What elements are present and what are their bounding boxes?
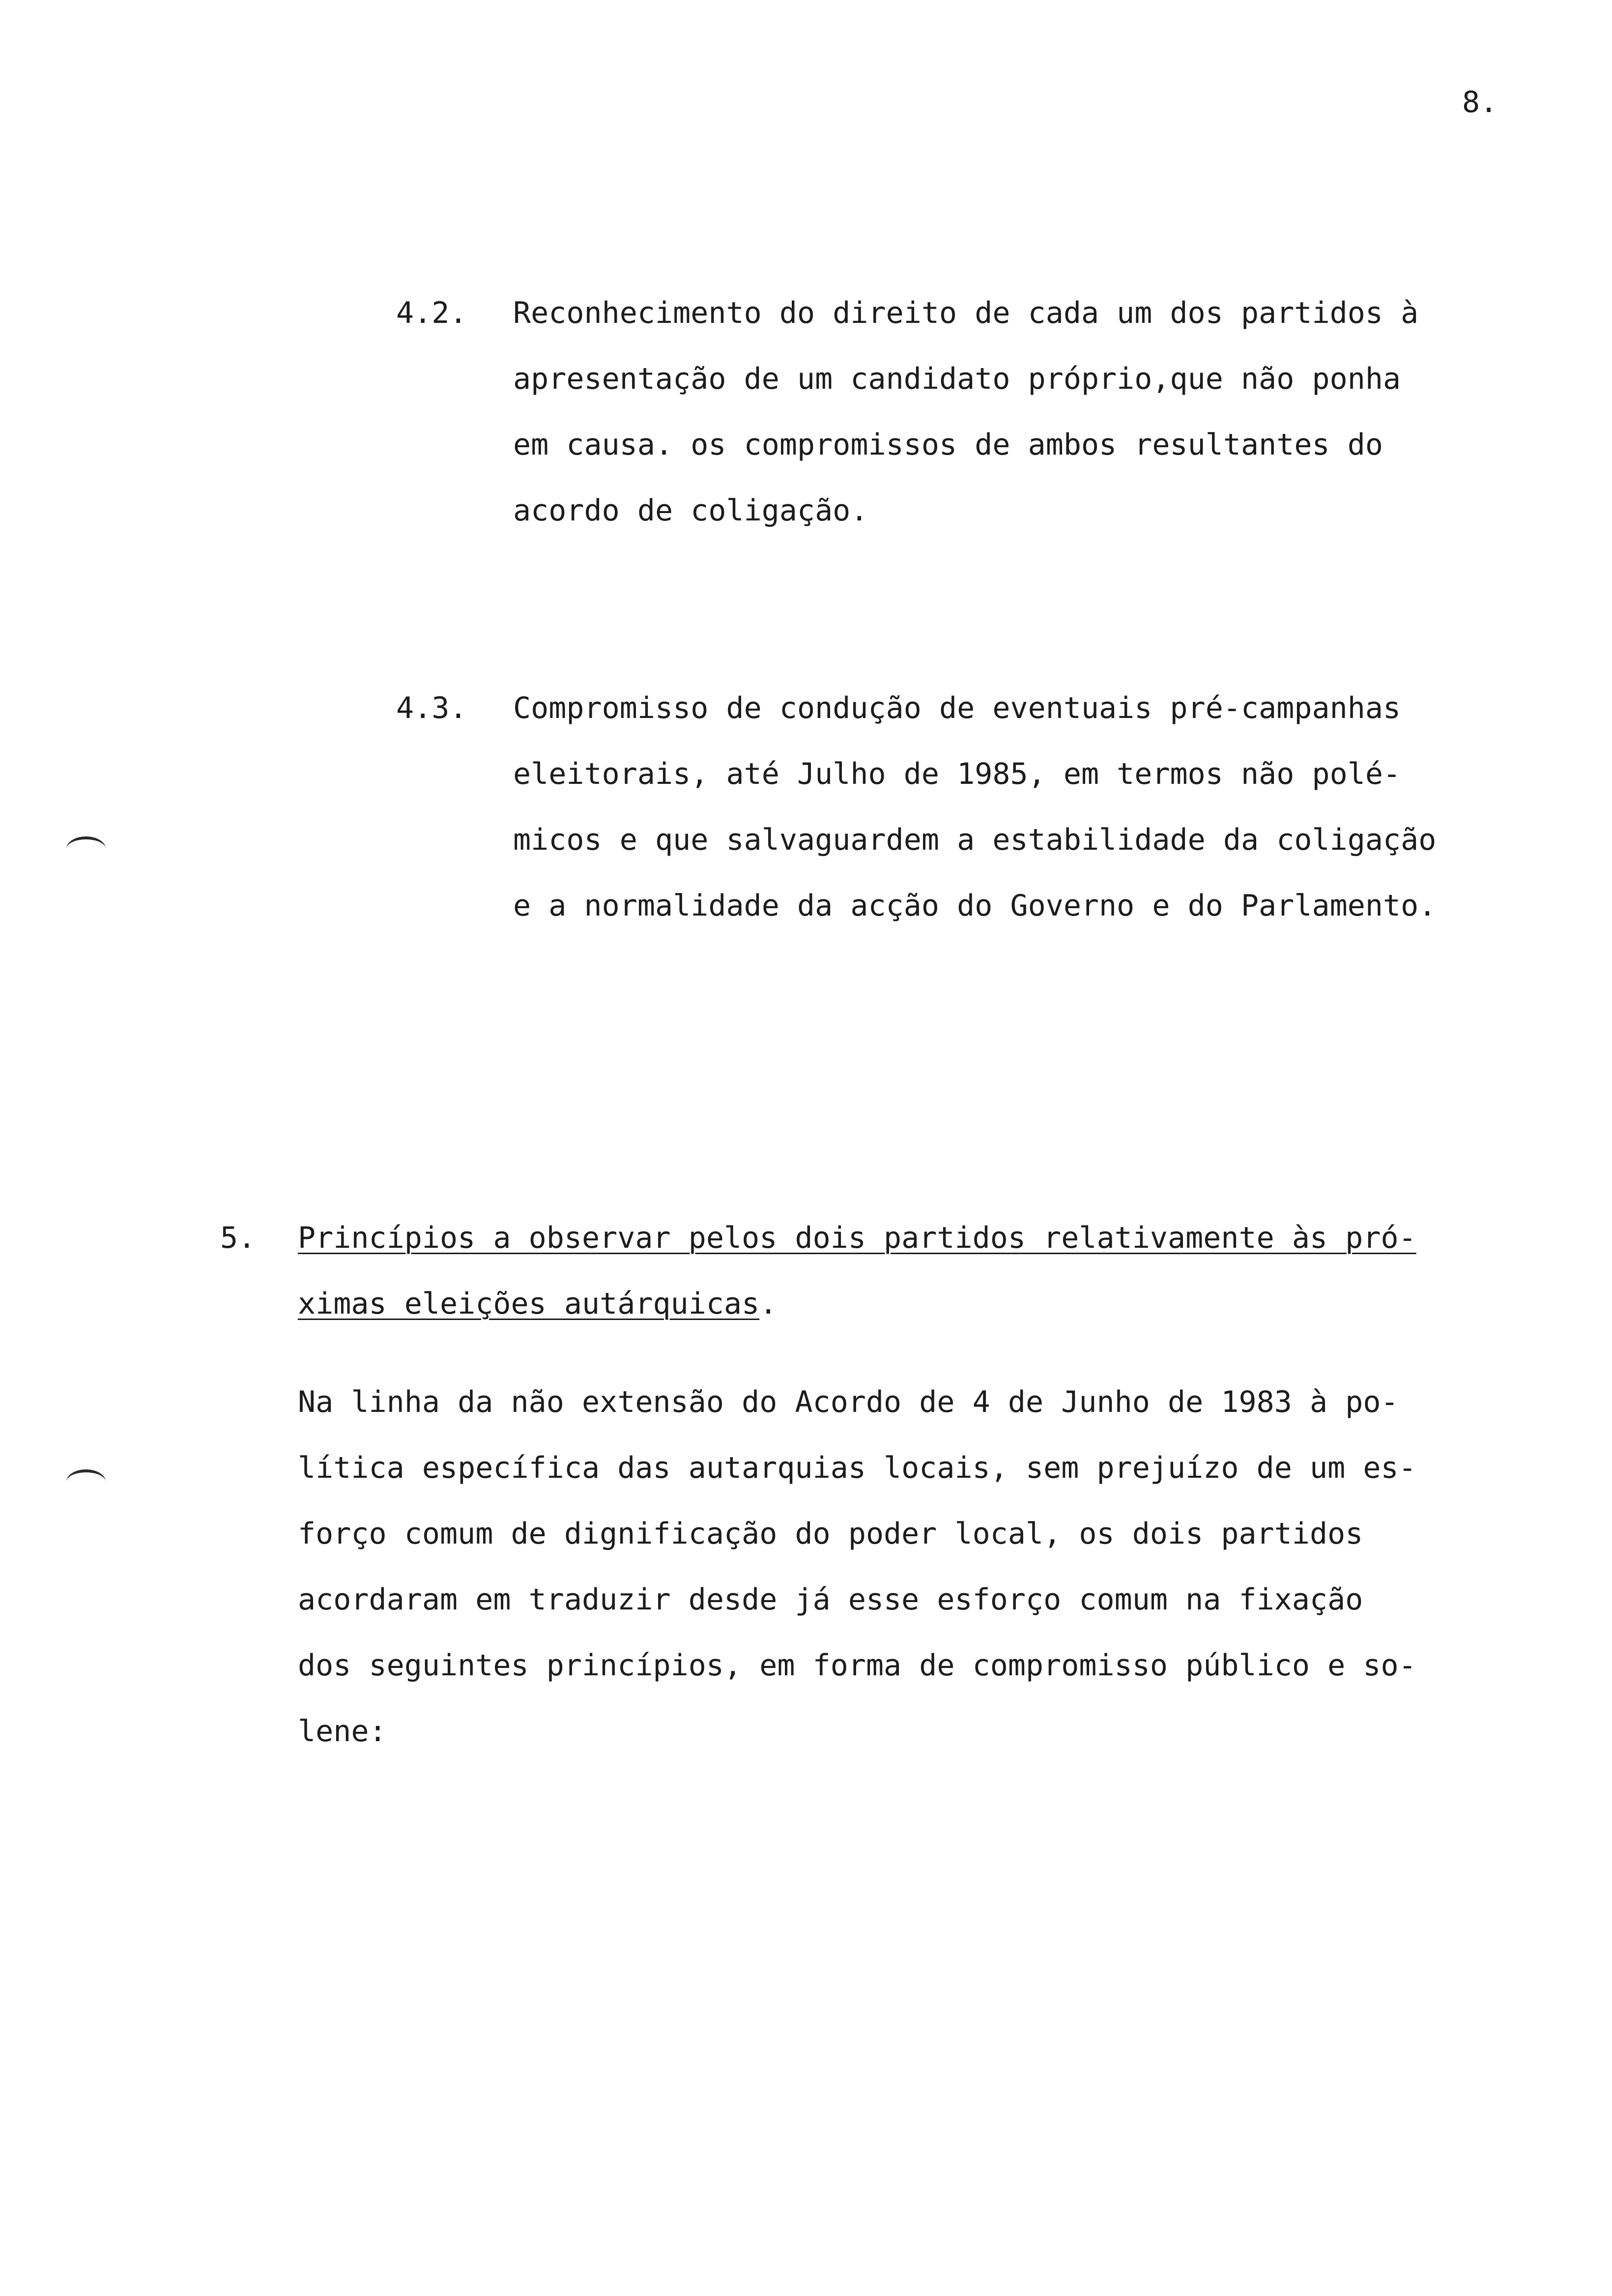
text-line: acordo de coligação. <box>513 493 868 528</box>
text-line: e a normalidade da acção do Governo e do Parlamento. <box>513 889 1437 923</box>
clause-number: 4.2. <box>396 296 467 330</box>
punch-hole-mark <box>66 1469 106 1494</box>
heading-period: . <box>759 1287 777 1321</box>
text-line: micos e que salvaguardem a estabilidade da coligação <box>513 823 1437 857</box>
heading-line-text: ximas eleições autárquicas <box>298 1287 760 1321</box>
section-number: 5. <box>220 1221 256 1255</box>
section-heading <box>298 1205 1416 1337</box>
punch-hole-mark <box>66 836 106 861</box>
heading-line-text: Princípios a observar pelos dois partidos relativamente às pró- <box>298 1221 1416 1255</box>
heading-line <box>298 1271 1416 1337</box>
heading-line <box>298 1205 1416 1271</box>
clause-text <box>513 280 1418 544</box>
text-line: Reconhecimento do direito de cada um dos partidos à <box>513 296 1419 330</box>
clause-number: 4.3. <box>396 691 467 725</box>
text-line: dos seguintes princípios, em forma de compromisso público e so- <box>298 1648 1416 1683</box>
text-line: eleitorais, até Julho de 1985, em termos não polé- <box>513 757 1401 791</box>
text-line: Compromisso de condução de eventuais pré-campanhas <box>513 691 1401 725</box>
section-5-paragraph <box>298 1369 1416 1764</box>
text-line: lítica específica das autarquias locais, sem prejuízo de um es- <box>298 1451 1416 1485</box>
text-line: Na linha da não extensão do Acordo de 4 de Junho de 1983 à po- <box>298 1385 1399 1419</box>
text-line: forço comum de dignificação do poder local, os dois partidos <box>298 1517 1363 1551</box>
page-number: 8. <box>1462 85 1498 119</box>
text-line: apresentação de um candidato próprio,que não ponha <box>513 362 1401 396</box>
text-line: em causa. os compromissos de ambos resultantes do <box>513 428 1383 462</box>
text-line: acordaram em traduzir desde já esse esforço comum na fixação <box>298 1582 1363 1617</box>
text-line: lene: <box>298 1714 387 1749</box>
clause-text <box>513 675 1436 939</box>
